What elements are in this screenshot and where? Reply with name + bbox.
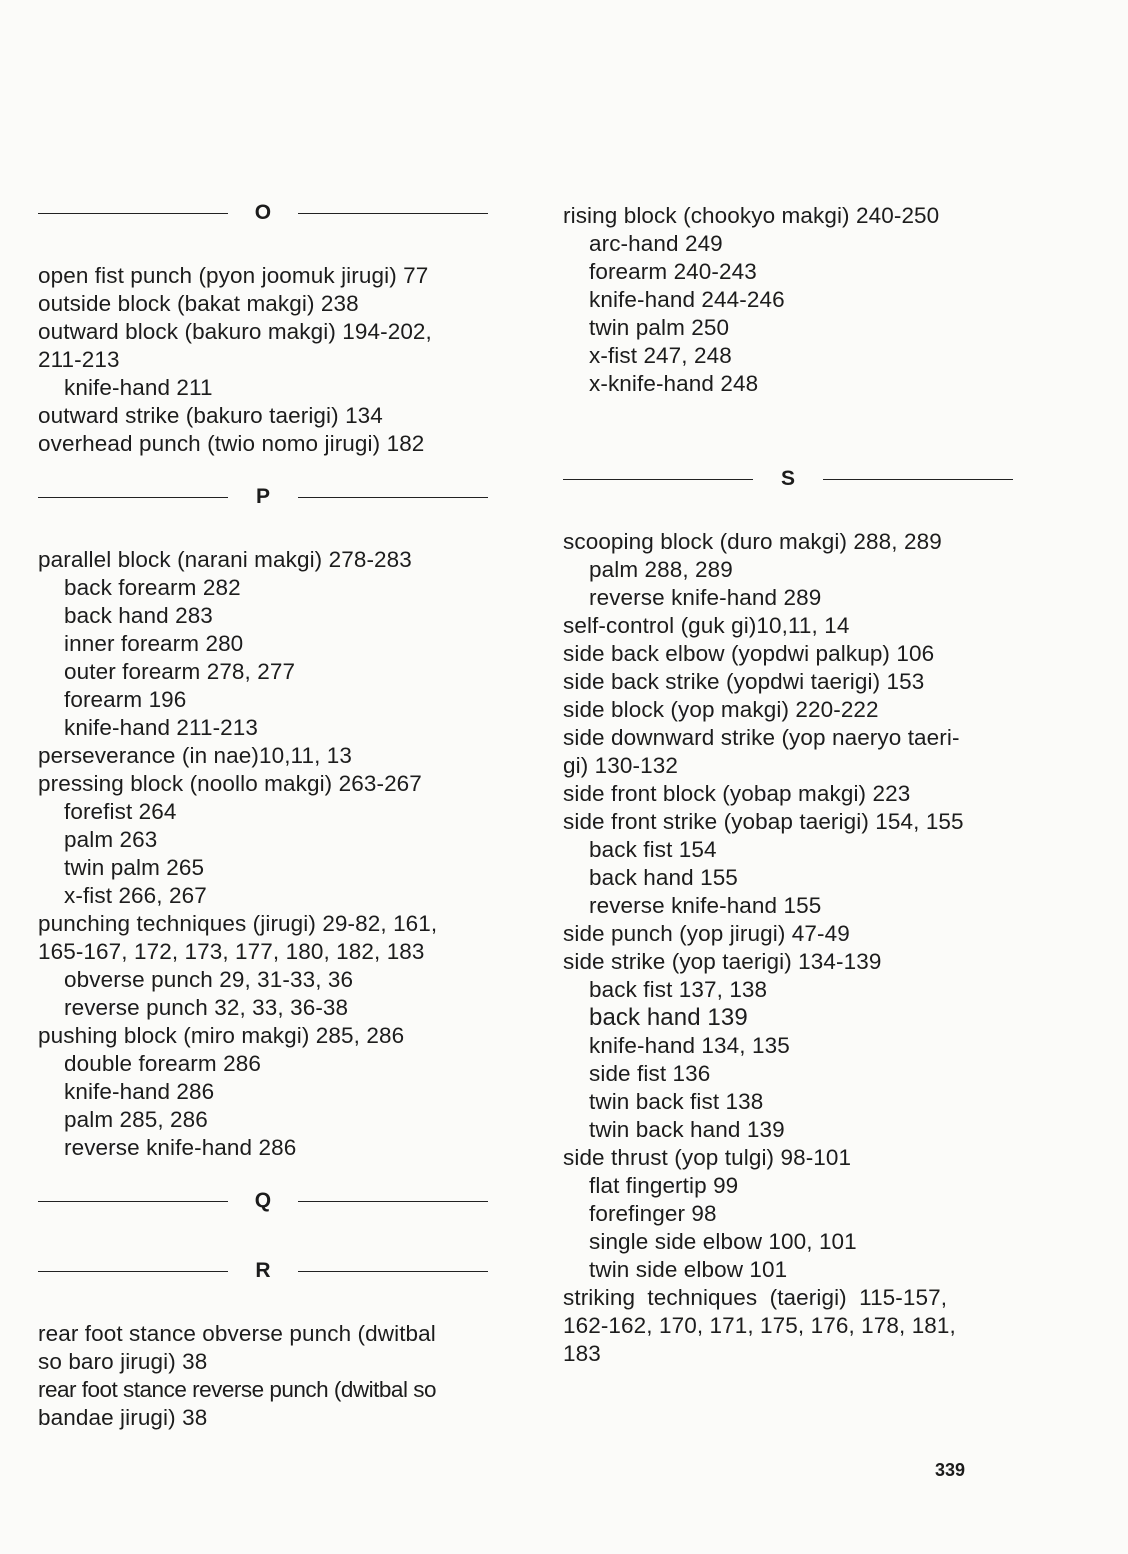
index-subentry: back hand 283 (64, 603, 213, 628)
index-subentry: forefinger 98 (589, 1201, 717, 1226)
index-subentry: arc-hand 249 (589, 231, 723, 256)
section-header-o (38, 196, 518, 230)
section-letter: P (255, 485, 271, 508)
index-entry: side block (yop makgi) 220-222 (563, 697, 879, 722)
section-letter: S (780, 467, 796, 490)
header-rule (563, 479, 753, 480)
index-entry: overhead punch (twio nomo jirugi) 182 (38, 431, 425, 456)
index-subentry: twin back fist 138 (589, 1089, 764, 1114)
right-column (563, 196, 1043, 1368)
index-subentry: back hand 139 (589, 1004, 748, 1031)
index-subentry: knife-hand 244-246 (589, 287, 785, 312)
index-entry: side punch (yop jirugi) 47-49 (563, 921, 850, 946)
index-subentry: forefist 264 (64, 799, 177, 824)
index-entry: perseverance (in nae)10,11, 13 (38, 743, 353, 768)
header-rule (38, 213, 228, 214)
header-rule (38, 497, 228, 498)
index-entry: punching techniques (jirugi) 29-82, 161, (38, 911, 438, 936)
index-subentry: knife-hand 211 (64, 375, 213, 400)
index-subentry: double forearm 286 (64, 1051, 261, 1076)
index-subentry: single side elbow 100, 101 (589, 1229, 857, 1254)
index-subentry: obverse punch 29, 31-33, 36 (64, 967, 354, 992)
section-header-q (38, 1184, 518, 1218)
index-subentry: side fist 136 (589, 1061, 711, 1086)
index-entry: pressing block (noollo makgi) 263-267 (38, 771, 422, 796)
index-entry: side front strike (yobap taerigi) 154, 155 (563, 809, 964, 834)
index-subentry: palm 285, 286 (64, 1107, 208, 1132)
header-rule (298, 497, 488, 498)
index-subentry: back forearm 282 (64, 575, 241, 600)
header-rule (298, 1271, 488, 1272)
section-header-p (38, 480, 518, 514)
index-subentry: reverse knife-hand 155 (589, 893, 822, 918)
index-subentry: back fist 154 (589, 837, 717, 862)
index-subentry: forearm 196 (64, 687, 187, 712)
index-entry: striking techniques (taerigi) 115-157, (563, 1285, 948, 1310)
index-subentry: palm 263 (64, 827, 158, 852)
section-letter: R (255, 1259, 271, 1282)
header-rule (298, 1201, 488, 1202)
index-entry: 165-167, 172, 173, 177, 180, 182, 183 (38, 939, 425, 964)
header-rule (38, 1201, 228, 1202)
index-entry: 162-162, 170, 171, 175, 176, 178, 181, (563, 1313, 956, 1338)
header-rule (298, 213, 488, 214)
index-subentry: back hand 155 (589, 865, 738, 890)
index-entry: open fist punch (pyon joomuk jirugi) 77 (38, 263, 429, 288)
index-subentry: inner forearm 280 (64, 631, 244, 656)
index-subentry: forearm 240-243 (589, 259, 757, 284)
index-entry: outward block (bakuro makgi) 194-202, (38, 319, 432, 344)
index-entry: side thrust (yop tulgi) 98-101 (563, 1145, 852, 1170)
section-header-s (563, 462, 1043, 496)
index-subentry: knife-hand 211-213 (64, 715, 259, 740)
index-subentry: x-fist 247, 248 (589, 343, 732, 368)
left-column (38, 196, 518, 1432)
index-entry: gi) 130-132 (563, 753, 678, 778)
index-entry: side strike (yop taerigi) 134-139 (563, 949, 882, 974)
index-subentry: palm 288, 289 (589, 557, 733, 582)
header-rule (823, 479, 1013, 480)
header-rule (38, 1271, 228, 1272)
index-subentry: flat fingertip 99 (589, 1173, 739, 1198)
index-entry: 211-213 (38, 347, 120, 372)
index-subentry: knife-hand 134, 135 (589, 1033, 790, 1058)
index-entry: outward strike (bakuro taerigi) 134 (38, 403, 383, 428)
index-subentry: knife-hand 286 (64, 1079, 215, 1104)
index-subentry: twin side elbow 101 (589, 1257, 788, 1282)
section-letter: Q (254, 1189, 272, 1212)
index-subentry: twin palm 250 (589, 315, 730, 340)
index-entry: bandae jirugi) 38 (38, 1405, 208, 1430)
index-entry: rear foot stance obverse punch (dwitbal (38, 1321, 436, 1346)
index-entry: scooping block (duro makgi) 288, 289 (563, 529, 942, 554)
index-entry: parallel block (narani makgi) 278-283 (38, 547, 412, 572)
index-subentry: x-knife-hand 248 (589, 371, 759, 396)
index-entry: rising block (chookyo makgi) 240-250 (563, 203, 940, 228)
index-entry: self-control (guk gi)10,11, 14 (563, 613, 850, 638)
index-entry: side back strike (yopdwi taerigi) 153 (563, 669, 925, 694)
index-subentry: reverse knife-hand 289 (589, 585, 822, 610)
index-entry: side front block (yobap makgi) 223 (563, 781, 911, 806)
index-subentry: back fist 137, 138 (589, 977, 768, 1002)
section-letter: O (254, 201, 272, 224)
index-entry: side back elbow (yopdwi palkup) 106 (563, 641, 935, 666)
index-entry: pushing block (miro makgi) 285, 286 (38, 1023, 405, 1048)
index-entry: side downward strike (yop naeryo taeri- (563, 725, 960, 750)
index-subentry: outer forearm 278, 277 (64, 659, 296, 684)
page-number: 339 (935, 1460, 966, 1480)
index-subentry: reverse knife-hand 286 (64, 1135, 297, 1160)
index-subentry: twin back hand 139 (589, 1117, 785, 1142)
index-entry: outside block (bakat makgi) 238 (38, 291, 359, 316)
index-entry: 183 (563, 1341, 601, 1366)
index-entry: rear foot stance reverse punch (dwitbal so (38, 1377, 436, 1402)
section-header-r (38, 1254, 518, 1288)
index-entry: so baro jirugi) 38 (38, 1349, 208, 1374)
index-subentry: x-fist 266, 267 (64, 883, 207, 908)
index-subentry: twin palm 265 (64, 855, 205, 880)
index-subentry: reverse punch 32, 33, 36-38 (64, 995, 349, 1020)
